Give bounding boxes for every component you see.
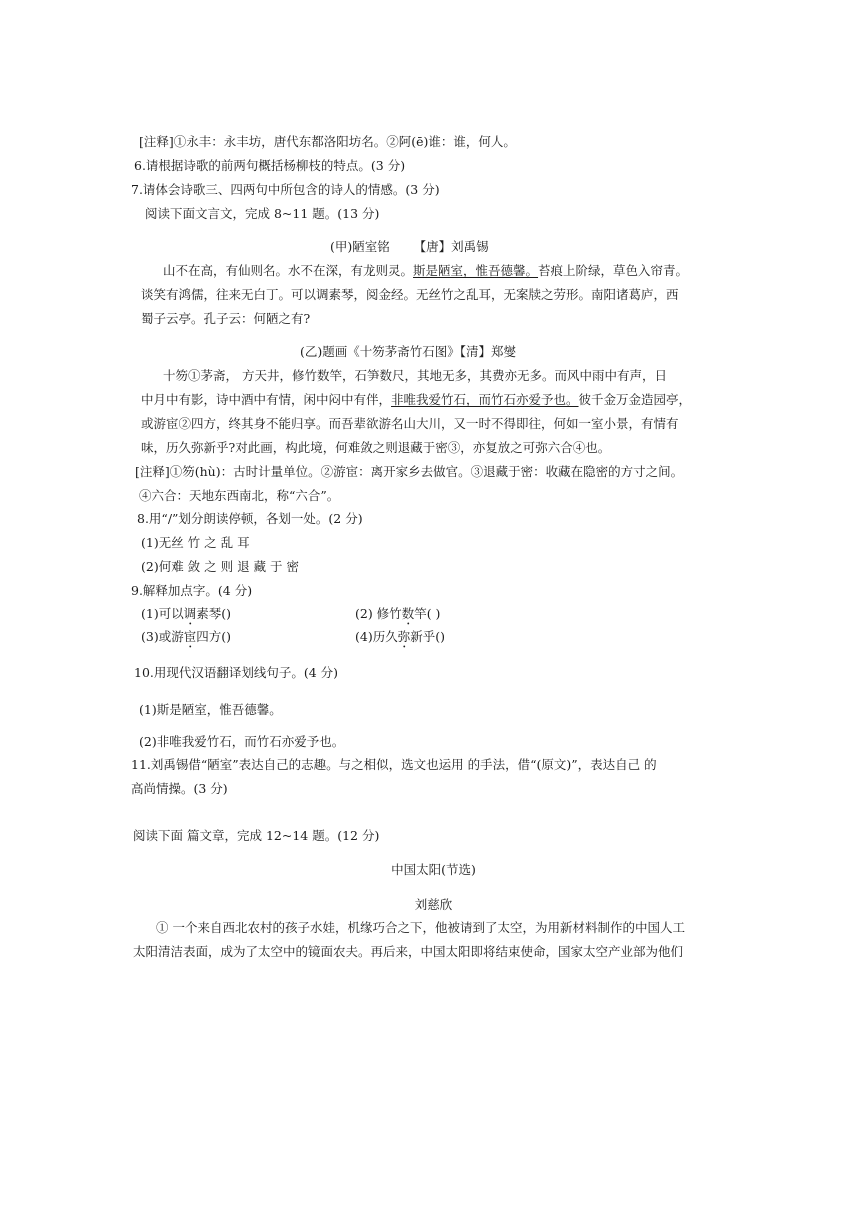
question-10: 10.用现代汉语翻译划线句子。(4 分) [134, 665, 339, 680]
passage-b-note-2: ④六合：天地东西南北，称“六合”。 [139, 488, 340, 503]
passage-b-title: (乙)题画《十笏茅斋竹石图》【清】郑燮 [300, 344, 517, 359]
passage-a-line-1: 山不在高，有仙则名。水不在深，有龙则灵。斯是陋室，惟吾德馨。苔痕上阶绿，草色入帘青。 [163, 263, 689, 278]
dotted-char: 调 [183, 606, 197, 621]
passage-a-title: (甲)陋室铭 【唐】刘禹锡 [330, 239, 489, 254]
article-author: 刘慈欣 [414, 897, 453, 912]
dotted-char: 弥 [397, 629, 411, 644]
question-9: 9.解释加点字。(4 分) [131, 583, 253, 598]
question-8: 8.用“/”划分朗读停顿，各划一处。(2 分) [137, 511, 363, 526]
question-11-line-2: 高尚情操。(3 分) [131, 781, 228, 796]
question-8-item-2: (2)何难 敛 之 则 退 藏 于 密 [141, 559, 300, 574]
question-9-item-1: (1)可以调素琴() [141, 606, 231, 621]
question-9-item-3: (3)或游宦四方() [141, 629, 231, 644]
passage-b-line-1: 十笏①茅斋， 方天井，修竹数竿，石笋数尺，其地无多，其费亦无多。而风中雨中有声，日 [163, 368, 667, 383]
question-9-item-2: (2) 修竹数竿( ) [355, 606, 441, 621]
question-8-item-1: (1)无丝 竹 之 乱 耳 [141, 535, 250, 550]
passage-a-line-2: 谈笑有鸿儒，往来无白丁。可以调素琴，阅金经。无丝竹之乱耳，无案牍之劳形。南阳诸葛庐，西 [141, 287, 679, 302]
underlined-sentence-2: 非唯我爱竹石，而竹石亦爱予也。 [391, 392, 579, 407]
article-title: 中国太阳(节选) [391, 862, 476, 877]
dotted-char: 宦 [183, 629, 197, 644]
passage-b-author: 【清】郑燮 [459, 344, 517, 359]
passage-a-line-3: 蜀子云亭。孔子云：何陋之有? [141, 311, 311, 326]
question-7: 7.请体会诗歌三、四两句中所包含的诗人的情感。(3 分) [131, 182, 440, 197]
passage-a-author: 【唐】刘禹锡 [413, 239, 489, 254]
passage-b-line-2: 中月中有影，诗中酒中有情，闲中闷中有伴，非唯我爱竹石，而竹石亦爱予也。彼千金万金造园亭， [141, 392, 692, 407]
article-line-2: 太阳清洁表面，成为了太空中的镜面农夫。再后来，中国太阳即将结束使命，国家太空产业部为他们 [133, 944, 684, 959]
dotted-char: 数 [401, 606, 415, 621]
reading-instruction: 阅读下面文言文，完成 8~11 题。(13 分) [145, 206, 380, 221]
question-11-line-1: 11.刘禹锡借“陋室”表达自己的志趣。与之相似，选文也运用 的手法，借“(原文)”，表达自己 的 [131, 757, 657, 772]
question-10-item-2: (2)非唯我爱竹石，而竹石亦爱予也。 [139, 734, 345, 749]
question-6: 6.请根据诗歌的前两句概括杨柳枝的特点。(3 分) [134, 158, 406, 173]
question-9-item-4: (4)历久弥新乎() [355, 629, 445, 644]
passage-b-note-1: [注释]①笏(hù)：古时计量单位。②游宦：离开家乡去做官。③退藏于密：收藏在隐密的方寸之间。 [135, 464, 684, 479]
passage-b-line-4: 味，历久弥新乎?对此画，构此境，何难敛之则退藏于密③，亦复放之可弥六合④也。 [141, 440, 611, 455]
question-10-item-1: (1)斯是陋室，惟吾德馨。 [139, 702, 282, 717]
article-line-1: ① 一个来自西北农村的孩子水娃，机缘巧合之下，他被请到了太空，为用新材料制作的中国人工 [156, 920, 685, 935]
underlined-sentence-1: 斯是陋室，惟吾德馨。 [413, 263, 539, 278]
reading-instruction-2: 阅读下面 篇文章，完成 12~14 题。(12 分) [133, 828, 380, 843]
poem-note: [注释]①永丰：永丰坊，唐代东都洛阳坊名。②阿(ē)谁：谁，何人。 [139, 134, 516, 149]
passage-b-line-3: 或游宦②四方，终其身不能归享。而吾辈欲游名山大川，又一时不得即往，何如一室小景，有情有 [141, 416, 679, 431]
